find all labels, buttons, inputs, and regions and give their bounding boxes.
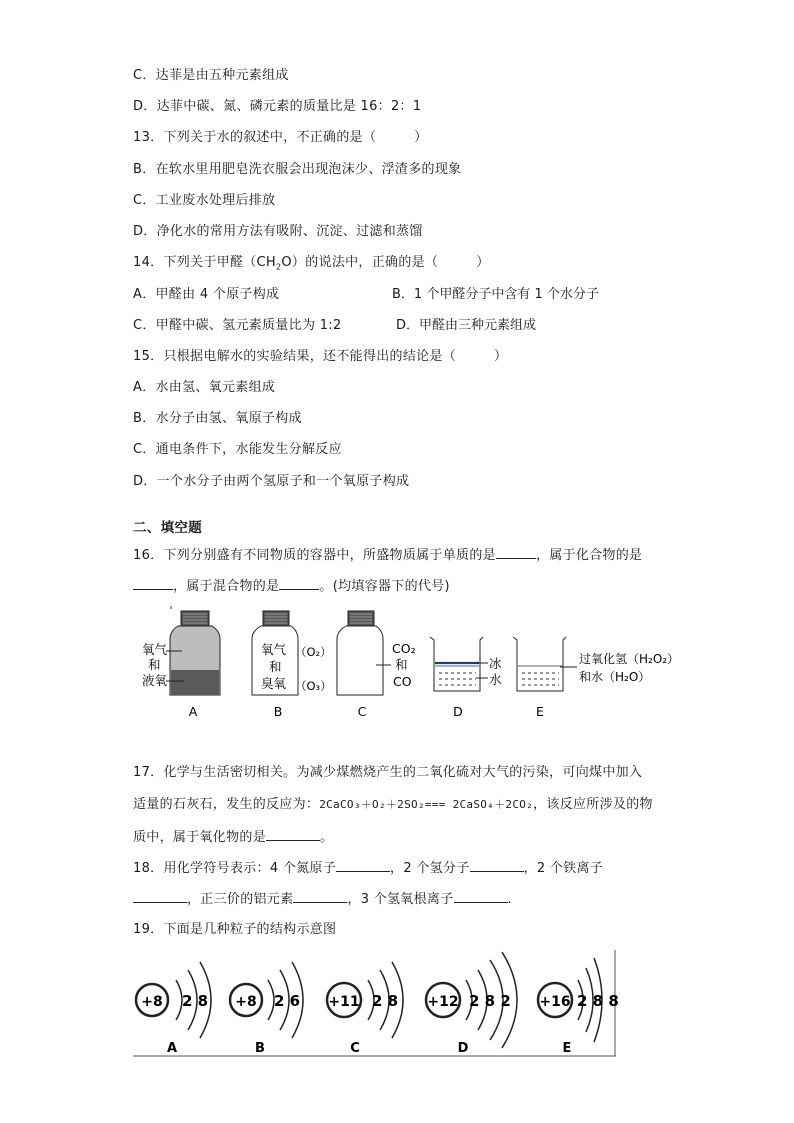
particle-c — [327, 962, 403, 1056]
particle-c-letter: C — [350, 1041, 360, 1056]
container-c-label-top: CO₂ — [392, 641, 416, 656]
q14-option-d: D．甲醛由三种元素组成 — [396, 318, 537, 333]
container-b-letter: B — [273, 704, 283, 719]
q16-line2-post: 。(均填容器下的代号) — [319, 579, 450, 594]
q16-containers-figure — [130, 605, 710, 723]
q15-stem-close: ） — [494, 349, 508, 364]
particle-a — [136, 962, 211, 1056]
container-e-label-bottom: 和水（H₂O） — [579, 670, 651, 684]
container-c-label-mid: 和 — [395, 657, 408, 672]
container-c — [337, 611, 416, 719]
q14-stem-pre: 14．下列关于甲醛（CH — [133, 255, 276, 270]
q17-line1: 17．化学与生活密切相关。为减少煤燃烧产生的二氧化硫对大气的污染，可向煤中加入 — [133, 765, 643, 780]
particle-b-letter: B — [255, 1041, 265, 1056]
q18-blank-nitrogen-atoms[interactable] — [336, 859, 390, 872]
container-e-letter: E — [536, 704, 544, 719]
particle-c-shells: 2 8 — [372, 992, 399, 1010]
particle-d-charge: +12 — [427, 994, 459, 1010]
q14-option-a: A．甲醛由 4 个原子构成 — [133, 287, 280, 302]
q15-stem — [133, 349, 507, 365]
q12-option-d: D．达菲中碳、氮、磷元素的质量比是 16：2：1 — [133, 99, 422, 114]
q16-blank-element[interactable] — [496, 546, 536, 559]
q14-stem-close: ） — [476, 255, 490, 270]
bottle-a-cap — [181, 611, 209, 626]
particle-a-shells: 2 8 — [182, 992, 209, 1010]
q16-line2 — [133, 577, 450, 595]
q14-option-b: B．1 个甲醛分子中含有 1 个水分子 — [392, 287, 599, 302]
q15-stem-text: 15．只根据电解水的实验结果，还不能得出的结论是（ — [133, 349, 457, 364]
q12-option-c: C．达菲是由五种元素组成 — [133, 68, 289, 83]
q19-particles-figure — [130, 948, 620, 1064]
container-d-letter: D — [453, 704, 463, 719]
q15-option-a: A．水由氢、氧元素组成 — [133, 380, 276, 395]
container-b-formula-bottom: （O₃） — [295, 679, 332, 693]
q16-line1 — [133, 546, 642, 564]
container-a-label-top: 氧气 — [142, 642, 168, 657]
container-a-letter: A — [188, 704, 198, 719]
container-c-label-bottom: CO — [393, 674, 412, 689]
section-title-fill-in: 二、填空题 — [133, 520, 202, 536]
q16-line1-post: ，属于化合物的是 — [535, 548, 643, 563]
container-d — [430, 637, 502, 719]
container-b — [252, 611, 332, 719]
q13-stem-close: ） — [414, 130, 428, 145]
q18-line2-b: ，3 个氢氧根离子 — [347, 892, 454, 907]
container-a — [142, 611, 220, 719]
q14-option-c: C．甲醛中碳、氢元素质量比为 1:2 — [133, 318, 342, 333]
particle-e — [538, 958, 619, 1056]
q18-line2 — [133, 890, 512, 908]
q14-stem-sub: 2 — [276, 262, 282, 272]
q13-option-b: B．在软水里用肥皂洗衣服会出现泡沫少、浮渣多的现象 — [133, 162, 462, 177]
q18-line1-a: 18．用化学符号表示：4 个氮原子 — [133, 861, 337, 876]
q18-blank-iron-ions[interactable] — [133, 890, 187, 903]
q17-equation: 2CaCO₃＋O₂＋2SO₂=== 2CaSO₄＋2CO₂ — [319, 798, 534, 811]
q13-option-c: C．工业废水处理后排放 — [133, 193, 276, 208]
q17-line3-pre: 质中，属于氧化物的是 — [133, 830, 267, 845]
q16-line2-mid: ，属于混合物的是 — [173, 579, 280, 594]
q15-option-d: D．一个水分子由两个氢原子和一个氧原子构成 — [133, 474, 410, 489]
container-d-label-top: 冰 — [489, 656, 502, 671]
beaker-e-body — [513, 637, 566, 691]
q16-blank-compound[interactable] — [133, 577, 173, 590]
container-a-label-mid: 和 — [148, 657, 161, 672]
particle-a-letter: A — [166, 1041, 178, 1056]
container-d-label-bottom: 水 — [489, 672, 502, 687]
particle-b — [230, 962, 303, 1056]
q15-option-b: B．水分子由氢、氧原子构成 — [133, 411, 302, 426]
container-b-formula-top: （O₂） — [295, 645, 332, 659]
bottle-c-cap — [348, 611, 374, 626]
particle-c-charge: +11 — [328, 994, 360, 1010]
particle-a-charge: +8 — [141, 994, 163, 1010]
q18-blank-aluminum[interactable] — [293, 890, 347, 903]
container-b-label-bottom: 臭氧 — [261, 676, 287, 691]
particle-e-charge: +16 — [539, 994, 571, 1010]
q16-line1-pre: 16．下列分别盛有不同物质的容器中，所盛物质属于单质的是 — [133, 548, 496, 563]
q15-option-c: C．通电条件下，水能发生分解反应 — [133, 442, 342, 457]
q18-line1-c: ，2 个铁离子 — [523, 861, 604, 876]
container-e — [513, 637, 679, 719]
container-b-label-mid: 和 — [269, 659, 282, 674]
q18-blank-hydroxide-ions[interactable] — [454, 890, 508, 903]
q18-line2-a: ，正三价的铝元素 — [187, 892, 294, 907]
particle-d-shells: 2 8 2 — [469, 992, 511, 1010]
particle-e-shells: 2 8 8 — [577, 992, 619, 1010]
container-e-label-top: 过氧化氢（H₂O₂） — [579, 652, 680, 666]
q16-blank-mixture[interactable] — [279, 577, 319, 590]
bottle-a-liquid — [171, 670, 219, 695]
q14-stem-post: O）的说法中，正确的是（ — [281, 255, 439, 270]
particle-d — [426, 952, 517, 1056]
q18-line1-b: ，2 个氢分子 — [390, 861, 470, 876]
q17-line2 — [133, 797, 653, 813]
q17-line3 — [133, 828, 333, 846]
q18-line2-c: . — [507, 892, 512, 907]
container-c-letter: C — [357, 704, 367, 719]
particle-d-letter: D — [457, 1041, 469, 1056]
q13-option-d: D．净化水的常用方法有吸附、沉淀、过滤和蒸馏 — [133, 224, 423, 239]
q19-stem: 19．下面是几种粒子的结构示意图 — [133, 922, 337, 937]
container-b-label-top: 氧气 — [261, 642, 287, 657]
q17-blank-oxide[interactable] — [266, 828, 320, 841]
q17-line2-pre: 适量的石灰石，发生的反应为： — [133, 797, 320, 812]
container-a-label-bottom: 液氧 — [142, 673, 168, 688]
particle-b-shells: 2 6 — [274, 992, 301, 1010]
particle-b-charge: +8 — [235, 994, 257, 1010]
q18-line1 — [133, 859, 603, 877]
bottle-b-cap — [263, 611, 289, 626]
q14-stem — [133, 255, 490, 276]
q13-stem — [133, 130, 428, 146]
q17-line2-post: ，该反应所涉及的物 — [533, 797, 653, 812]
particle-e-letter: E — [562, 1041, 572, 1056]
q18-blank-hydrogen-molecules[interactable] — [470, 859, 524, 872]
q17-line3-post: 。 — [320, 830, 334, 845]
bottle-c-body — [337, 626, 383, 695]
q13-stem-text: 13．下列关于水的叙述中，不正确的是（ — [133, 130, 377, 145]
